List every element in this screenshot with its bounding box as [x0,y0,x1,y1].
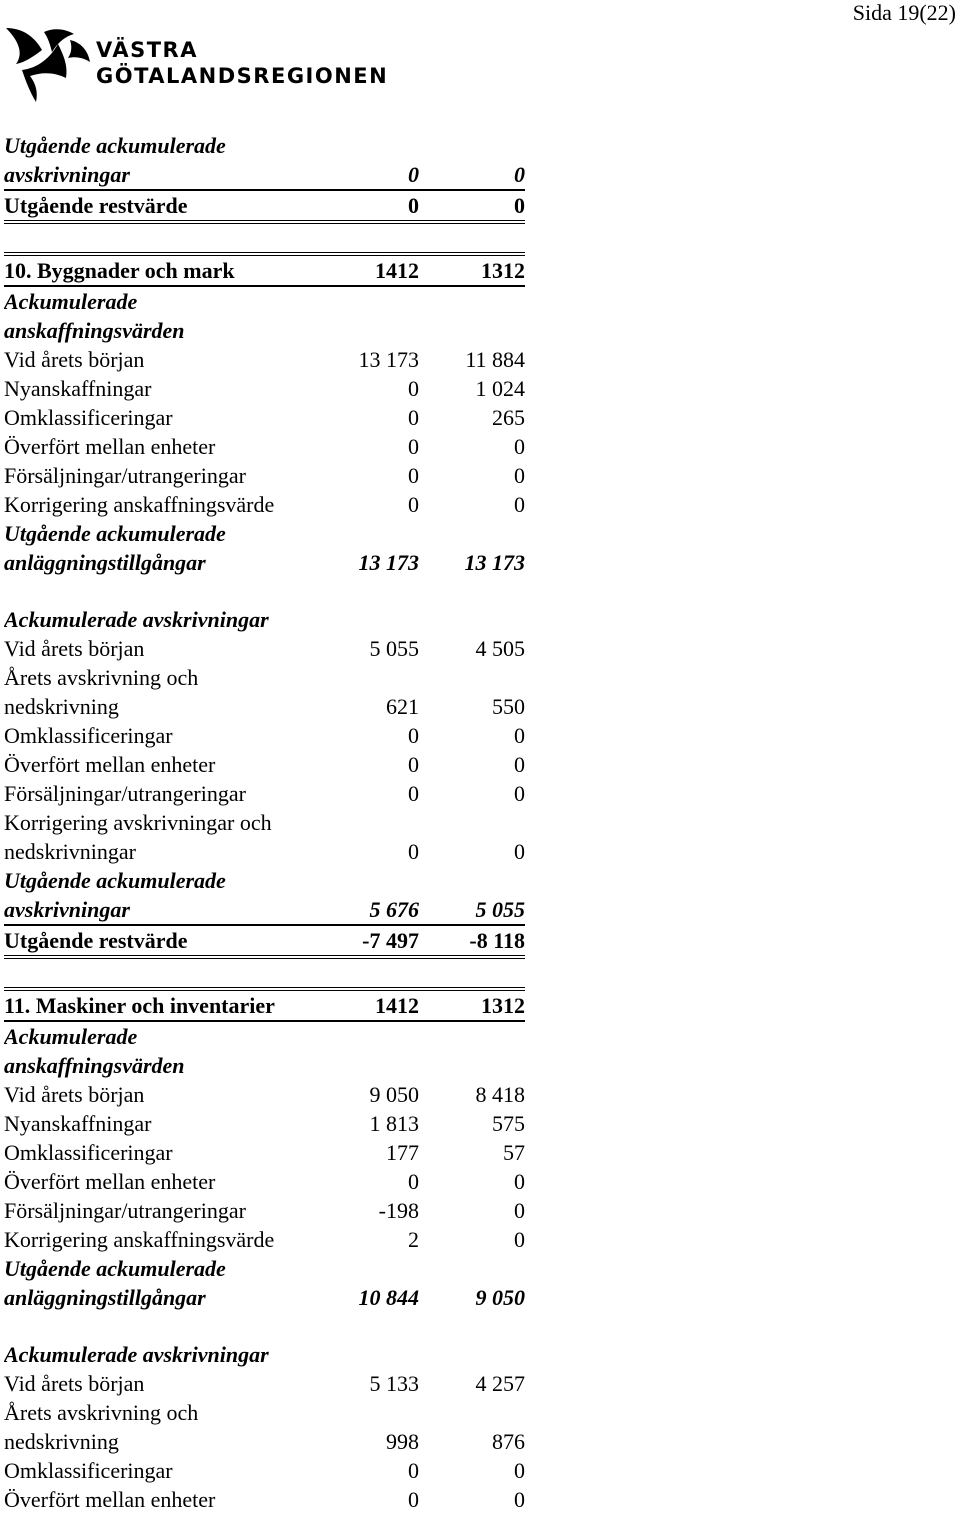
value-1412: 13 173 [358,550,419,575]
value-1312: 0 [514,839,525,864]
row-label: Utgående ackumulerade [4,133,226,158]
value-1312: 0 [514,1169,525,1194]
value-1412 [349,1051,419,1080]
value-1312: 0 [514,1487,525,1512]
value-1412: 0 [408,405,419,430]
table-row [4,131,525,160]
value-1412 [349,605,419,634]
row-label: Ackumulerade avskrivningar [4,1342,269,1367]
table-row [4,1340,525,1369]
value-1312: 0 [514,723,525,748]
value-1412: 0 [408,193,419,218]
value-1312: 550 [492,694,525,719]
value-1312: 1312 [481,258,525,283]
table-row [4,750,525,779]
table-row [4,1283,525,1312]
value-1312: 0 [514,193,525,218]
table-row [4,895,525,926]
row-label: avskrivningar [4,897,130,922]
row-label: Överfört mellan enheter [4,752,216,777]
row-label: Utgående ackumulerade [4,868,226,893]
value-1412: 0 [408,752,419,777]
value-1312 [419,1254,525,1283]
value-1312: 0 [514,492,525,517]
row-label: 11. Maskiner och inventarier [4,993,275,1018]
value-1412 [349,224,419,252]
value-1412: 0 [408,723,419,748]
table-row [4,1225,525,1254]
table-row [4,1022,525,1051]
value-1412: 0 [408,434,419,459]
row-label: Överfört mellan enheter [4,1487,216,1512]
table-row [4,432,525,461]
table-row [4,316,525,345]
value-1412: 0 [408,492,419,517]
value-1312 [419,866,525,895]
value-1312: 13 173 [464,550,525,575]
value-1412 [349,1022,419,1051]
table-row [4,605,525,634]
row-label: 10. Byggnader och mark [4,258,235,283]
value-1412 [349,316,419,345]
value-1312: 11 884 [465,347,525,372]
row-label: Överfört mellan enheter [4,1169,216,1194]
row-label: Korrigering anskaffningsvärde [4,1227,275,1252]
table-row [4,1138,525,1167]
value-1412 [349,1312,419,1340]
table-row [4,987,525,1022]
value-1412: -198 [378,1198,419,1223]
logo-mark-icon [4,26,94,106]
row-label: Ackumulerade [4,289,138,314]
table-row [4,1369,525,1398]
logo-line1: VÄSTRA [96,38,198,62]
value-1312: 0 [514,1227,525,1252]
value-1412: 2 [408,1227,419,1252]
value-1312 [419,287,525,316]
value-1312 [419,131,525,160]
value-1312 [419,1340,525,1369]
table-row [4,1398,525,1427]
value-1412: 0 [408,1487,419,1512]
row-label: anskaffningsvärden [4,1053,185,1078]
value-1312: 0 [514,434,525,459]
table-row [4,1456,525,1485]
table-row [4,252,525,287]
table-row [4,403,525,432]
value-1412 [349,287,419,316]
row-label [4,959,349,987]
row-label: Överfört mellan enheter [4,434,216,459]
row-label: Årets avskrivning och [4,1400,199,1425]
row-label: nedskrivningar [4,839,136,864]
table-row [4,926,525,959]
value-1412: 5 133 [369,1371,419,1396]
row-label: Vid årets början [4,347,145,372]
value-1412 [349,866,419,895]
value-1412: 0 [408,463,419,488]
value-1312: 5 055 [475,897,525,922]
row-label: nedskrivning [4,694,119,719]
value-1412 [349,1254,419,1283]
logo [4,26,389,106]
row-label: Utgående restvärde [4,928,188,953]
table-row [4,490,525,519]
row-label: Vid årets början [4,1371,145,1396]
page-number: Sida 19(22) [852,0,956,25]
value-1412 [349,519,419,548]
table-row [4,1254,525,1283]
table-row [4,577,525,605]
value-1312: 4 505 [475,636,525,661]
table-row [4,1427,525,1456]
value-1412 [349,577,419,605]
value-1412 [349,663,419,692]
value-1312: 876 [492,1429,525,1454]
row-label: nedskrivning [4,1429,119,1454]
value-1412: 1412 [375,258,419,283]
value-1312 [419,316,525,345]
value-1412: 177 [386,1140,419,1165]
value-1312 [419,577,525,605]
table-row [4,1109,525,1138]
logo-line2: GÖTALANDSREGIONEN [96,64,389,88]
table-row [4,519,525,548]
value-1312: 8 418 [475,1082,525,1107]
value-1312 [419,808,525,837]
value-1412 [349,808,419,837]
table-row [4,1167,525,1196]
value-1312: 4 257 [475,1371,525,1396]
value-1412: 621 [386,694,419,719]
row-label: anläggningstillgångar [4,1285,206,1310]
row-label: Omklassificeringar [4,405,173,430]
value-1312: 0 [514,752,525,777]
value-1412 [349,959,419,987]
table-row [4,959,525,987]
row-label: Utgående restvärde [4,193,188,218]
value-1412: 1 813 [369,1111,419,1136]
table-row [4,721,525,750]
table-row [4,837,525,866]
table-row [4,345,525,374]
value-1412: 0 [408,376,419,401]
value-1412: 5 055 [369,636,419,661]
value-1412 [349,131,419,160]
value-1412: 0 [408,839,419,864]
value-1312: 0 [514,1458,525,1483]
value-1412: 0 [408,162,419,187]
table-row [4,1196,525,1225]
value-1412: 998 [386,1429,419,1454]
row-label: Försäljningar/utrangeringar [4,781,246,806]
table-row [4,663,525,692]
table-row [4,160,525,191]
row-label: Korrigering avskrivningar och [4,810,272,835]
table-row [4,692,525,721]
value-1312 [419,224,525,252]
value-1412: 1412 [375,993,419,1018]
row-label [4,1312,349,1340]
value-1412: 9 050 [369,1082,419,1107]
value-1312: 57 [503,1140,525,1165]
table-row [4,1080,525,1109]
row-label: anläggningstillgångar [4,550,206,575]
value-1312 [419,1312,525,1340]
row-label: Försäljningar/utrangeringar [4,1198,246,1223]
table-row [4,548,525,577]
row-label: Vid årets början [4,1082,145,1107]
table-row [4,779,525,808]
row-label: Utgående ackumulerade [4,521,226,546]
value-1412: 13 173 [358,347,419,372]
value-1312: 0 [514,1198,525,1223]
table-row [4,1051,525,1080]
value-1312: 575 [492,1111,525,1136]
row-label: Nyanskaffningar [4,376,152,401]
table-row [4,634,525,663]
table-row [4,866,525,895]
value-1312: 0 [514,162,525,187]
value-1412: -7 497 [362,928,419,953]
table-row [4,287,525,316]
row-label: Ackumulerade [4,1024,138,1049]
row-label: Nyanskaffningar [4,1111,152,1136]
value-1312: 265 [492,405,525,430]
row-label: avskrivningar [4,162,130,187]
value-1312: 0 [514,463,525,488]
value-1412: 10 844 [358,1285,419,1310]
value-1312: -8 118 [469,928,525,953]
value-1312 [419,663,525,692]
table-row [4,808,525,837]
table-row [4,461,525,490]
row-label: Omklassificeringar [4,1458,173,1483]
row-label: anskaffningsvärden [4,318,185,343]
table-row [4,224,525,252]
row-label: Vid årets början [4,636,145,661]
value-1312 [419,1022,525,1051]
table-row [4,1312,525,1340]
row-label: Utgående ackumulerade [4,1256,226,1281]
value-1312: 1312 [481,993,525,1018]
value-1312 [419,605,525,634]
table-row [4,1485,525,1514]
row-label: Omklassificeringar [4,723,173,748]
value-1312 [419,1398,525,1427]
row-label: Korrigering anskaffningsvärde [4,492,275,517]
value-1412 [349,1398,419,1427]
value-1312: 0 [514,781,525,806]
row-label: Ackumulerade avskrivningar [4,607,269,632]
financial-table [4,131,525,1514]
value-1312 [419,1051,525,1080]
value-1412: 0 [408,781,419,806]
table-row [4,191,525,224]
value-1412: 5 676 [369,897,419,922]
row-label: Försäljningar/utrangeringar [4,463,246,488]
row-label: Årets avskrivning och [4,665,199,690]
value-1312 [419,519,525,548]
row-label: Omklassificeringar [4,1140,173,1165]
row-label [4,224,349,252]
value-1312 [419,959,525,987]
table-row [4,374,525,403]
value-1412: 0 [408,1169,419,1194]
value-1412 [349,1340,419,1369]
value-1412: 0 [408,1458,419,1483]
value-1312: 9 050 [475,1285,525,1310]
value-1312: 1 024 [475,376,525,401]
row-label [4,577,349,605]
